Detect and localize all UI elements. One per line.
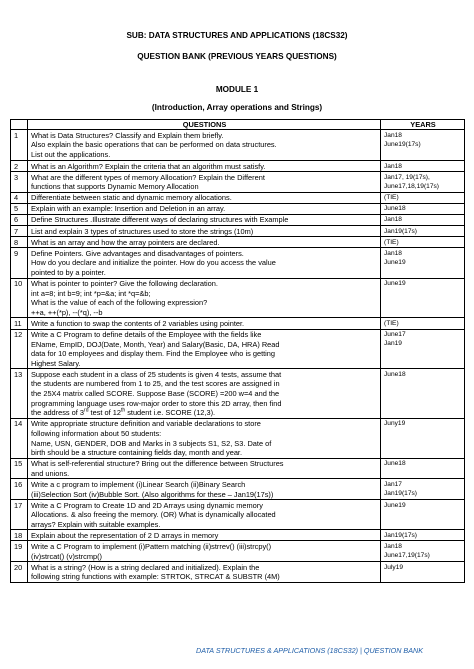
question-line: Differentiate between static and dynamic memory allocations. <box>31 193 232 203</box>
question-line: Explain about the representation of 2 D arrays in memory <box>31 530 219 540</box>
year-entry: Juny19 <box>384 420 406 428</box>
question-years <box>381 192 465 203</box>
question-line: What are the different types of memory Allocation? Explain the Different <box>31 172 265 182</box>
year-entry: Jan19(17s) <box>384 531 417 539</box>
question-number: 8 <box>11 237 28 248</box>
year-entry: (TIE) <box>384 319 399 327</box>
question-text <box>28 369 381 418</box>
subject-title: SUB: DATA STRUCTURES AND APPLICATIONS (18CS32) <box>126 31 348 40</box>
question-number: 12 <box>11 329 28 369</box>
question-text <box>28 530 381 541</box>
question-text <box>28 500 381 530</box>
question-bank-title: QUESTION BANK (PREVIOUS YEARS QUESTIONS) <box>137 52 337 61</box>
question-years <box>381 237 465 248</box>
table-row <box>11 479 465 500</box>
question-line: data for 10 employees and display them. Find the Employee who is getting <box>31 349 276 359</box>
question-text <box>28 479 381 500</box>
question-line: Also explain the basic operations that can be performed on data structures. <box>31 140 277 150</box>
question-text <box>28 562 381 583</box>
question-line: (iv)strcat() (v)strcmp() <box>31 551 103 561</box>
year-entry: June17,18,19(17s) <box>384 183 439 190</box>
year-entry: June17,19(17s) <box>384 552 430 560</box>
question-number: 2 <box>11 161 28 172</box>
table-row <box>11 248 465 278</box>
question-number: 17 <box>11 500 28 530</box>
questions-column-header: QUESTIONS <box>28 120 381 130</box>
question-number: 13 <box>11 369 28 418</box>
question-number: 16 <box>11 479 28 500</box>
question-number: 1 <box>11 130 28 161</box>
question-line: (iii)Selection Sort (iv)Bubble Sort. (Also algorithms for these – Jan19(17s)) <box>31 489 274 499</box>
year-entry: June17 <box>384 331 406 338</box>
question-line: Write a C Program to implement (i)Pattern matching (ii)strrev() (iii)strcpy() <box>31 541 272 551</box>
question-number: 18 <box>11 530 28 541</box>
question-line: Define Structures .Illustrate different ways of declaring structures with Example <box>31 215 289 225</box>
year-entry: Jan19 <box>384 340 402 348</box>
question-line: Explain with an example: Insertion and Deletion in an array. <box>31 204 226 214</box>
question-years <box>381 458 465 479</box>
year-entry: June19(17s) <box>384 140 421 148</box>
question-years <box>381 248 465 278</box>
question-years <box>381 318 465 329</box>
question-line: pointed to by a pointer. <box>31 267 106 277</box>
question-years <box>381 479 465 500</box>
table-row <box>11 203 465 214</box>
question-line: What is self-referential structure? Bring out the difference between Structures <box>31 459 284 469</box>
question-number: 15 <box>11 458 28 479</box>
table-row <box>11 541 465 562</box>
year-entry: Jan18 <box>384 542 402 550</box>
table-row <box>11 500 465 530</box>
question-number: 3 <box>11 172 28 193</box>
question-line: Write a c program to implement (i)Linear Search (ii)Binary Search <box>31 479 246 489</box>
question-line: following information about 50 students: <box>31 428 162 438</box>
table-row <box>11 418 465 458</box>
table-row <box>11 562 465 583</box>
question-line: How do you declare and initialize the pointer. How do you access the value <box>31 258 276 268</box>
table-row <box>11 192 465 203</box>
question-line: What is an array and how the array pointers are declared. <box>31 237 220 247</box>
question-text <box>28 214 381 225</box>
question-years <box>381 500 465 530</box>
question-number: 4 <box>11 192 28 203</box>
table-row <box>11 530 465 541</box>
number-column-header <box>11 120 28 130</box>
question-years <box>381 329 465 369</box>
year-entry: Jan19(17s) <box>384 490 417 498</box>
question-number: 14 <box>11 418 28 458</box>
year-entry: June19 <box>384 280 406 288</box>
question-years <box>381 130 465 161</box>
question-line: What is an Algorithm? Explain the criteria that an algorithm must satisfy. <box>31 161 266 171</box>
question-line: Suppose each student in a class of 25 students is given 4 tests, assume that <box>31 369 282 379</box>
question-text <box>28 458 381 479</box>
year-entry: June19 <box>384 501 406 509</box>
year-entry: June19 <box>384 259 406 267</box>
year-entry: Jan18 <box>384 162 402 170</box>
table-row <box>11 226 465 237</box>
question-line: functions that supports Dynamic Memory Allocation <box>31 182 199 192</box>
table-row <box>11 214 465 225</box>
question-line: following string functions with example: STRTOK, STRCAT & SUBSTR (4M) <box>31 572 280 582</box>
question-number: 20 <box>11 562 28 583</box>
question-text <box>28 130 381 161</box>
question-years <box>381 530 465 541</box>
question-text <box>28 192 381 203</box>
table-row <box>11 130 465 161</box>
year-entry: Jan19(17s) <box>384 227 417 235</box>
question-line: Name, USN, GENDER, DOB and Marks in 3 subjects S1, S2, S3. Date of <box>31 438 272 448</box>
question-line: What is a string? (How is a string declared and initialized). Explain the <box>31 562 260 572</box>
question-text <box>28 278 381 318</box>
table-row <box>11 318 465 329</box>
question-line: the students are numbered from 1 to 25, and the test scores are assigned in <box>31 379 280 389</box>
question-line: What is the value of each of the following expression? <box>31 298 208 308</box>
question-number: 6 <box>11 214 28 225</box>
table-row <box>11 369 465 418</box>
question-line: programming language uses row-major order to store this 2D array, then find <box>31 398 282 408</box>
module-topic: (Introduction, Array operations and Strings) <box>151 103 323 112</box>
year-entry: Jan18 <box>384 131 402 139</box>
question-line: Highest Salary. <box>31 358 81 368</box>
year-entry: Jan18 <box>384 216 402 224</box>
question-years <box>381 418 465 458</box>
question-years <box>381 369 465 418</box>
question-number: 7 <box>11 226 28 237</box>
question-line: arrays? Explain with suitable examples. <box>31 519 161 529</box>
question-line: List out the applications. <box>31 149 111 159</box>
question-line: Write a C Program to Create 1D and 2D Arrays using dynamic memory <box>31 500 263 510</box>
years-column-header: YEARS <box>381 120 465 130</box>
question-text <box>28 237 381 248</box>
question-text <box>28 226 381 237</box>
question-line: What is Data Structures? Classify and Explain them briefly. <box>31 130 224 140</box>
question-text <box>28 248 381 278</box>
question-text <box>28 203 381 214</box>
question-line: int a=8; int b=9; int *p=&a; int *q=&b; <box>31 288 151 298</box>
question-line: List and explain 3 types of structures used to store the strings (10m) <box>31 226 254 236</box>
question-line: Write appropriate structure definition and variable declarations to store <box>31 419 261 429</box>
table-row <box>11 458 465 479</box>
question-years <box>381 278 465 318</box>
question-text <box>28 318 381 329</box>
question-text <box>28 541 381 562</box>
year-entry: (TIE) <box>384 194 399 202</box>
question-years <box>381 203 465 214</box>
question-table <box>10 119 465 583</box>
question-line: and unions. <box>31 468 70 478</box>
question-number: 19 <box>11 541 28 562</box>
year-entry: June18 <box>384 205 406 213</box>
table-row <box>11 172 465 193</box>
question-number: 10 <box>11 278 28 318</box>
table-row <box>11 278 465 318</box>
year-entry: June18 <box>384 460 406 468</box>
question-years <box>381 214 465 225</box>
year-entry: June18 <box>384 370 406 378</box>
question-years <box>381 541 465 562</box>
question-text <box>28 172 381 193</box>
question-years <box>381 172 465 193</box>
question-line: the address of 3rd test of 12th student i.e. SCORE (12,3). <box>31 407 216 418</box>
question-table-body <box>11 130 465 583</box>
question-years <box>381 161 465 172</box>
module-heading: MODULE 1 <box>215 85 259 94</box>
question-text <box>28 418 381 458</box>
question-text <box>28 161 381 172</box>
year-entry: (TIE) <box>384 238 399 246</box>
table-row <box>11 161 465 172</box>
question-line: Write a function to swap the contents of 2 variables using pointer. <box>31 318 245 328</box>
question-line: EName, EmpID, DOJ(Date, Month, Year) and Salary(Basic, DA, HRA) Read <box>31 339 280 349</box>
question-line: What is pointer to pointer? Give the following declaration. <box>31 279 218 289</box>
year-entry: Jan17, 19(17s), <box>384 173 430 181</box>
question-line: Write a C Program to define details of the Employee with the fields like <box>31 330 262 339</box>
question-text <box>28 329 381 369</box>
year-entry: Jan18 <box>384 249 402 257</box>
table-row <box>11 237 465 248</box>
year-entry: July19 <box>384 563 404 571</box>
year-entry: Jan17 <box>384 480 402 488</box>
table-row <box>11 329 465 369</box>
question-years <box>381 562 465 583</box>
question-line: ++a, ++(*p), --(*q), --b <box>31 307 103 317</box>
question-line: the 25X4 matrix called SCORE. Suppose Base (SCORE) =200 w=4 and the <box>31 389 280 399</box>
question-number: 9 <box>11 248 28 278</box>
question-number: 11 <box>11 318 28 329</box>
question-line: birth should be a structure containing fields day, month and year. <box>31 448 243 458</box>
question-number: 5 <box>11 203 28 214</box>
question-line: Allocations. & also freeing the memory. (OR) What is dynamically allocated <box>31 510 276 520</box>
question-line: Define Pointers. Give advantages and disadvantages of pointers. <box>31 248 244 258</box>
table-header-row <box>11 120 465 130</box>
question-years <box>381 226 465 237</box>
page-footer: DATA STRUCTURES & APPLICATIONS (18CS32) | QUESTION BANK <box>196 646 423 655</box>
